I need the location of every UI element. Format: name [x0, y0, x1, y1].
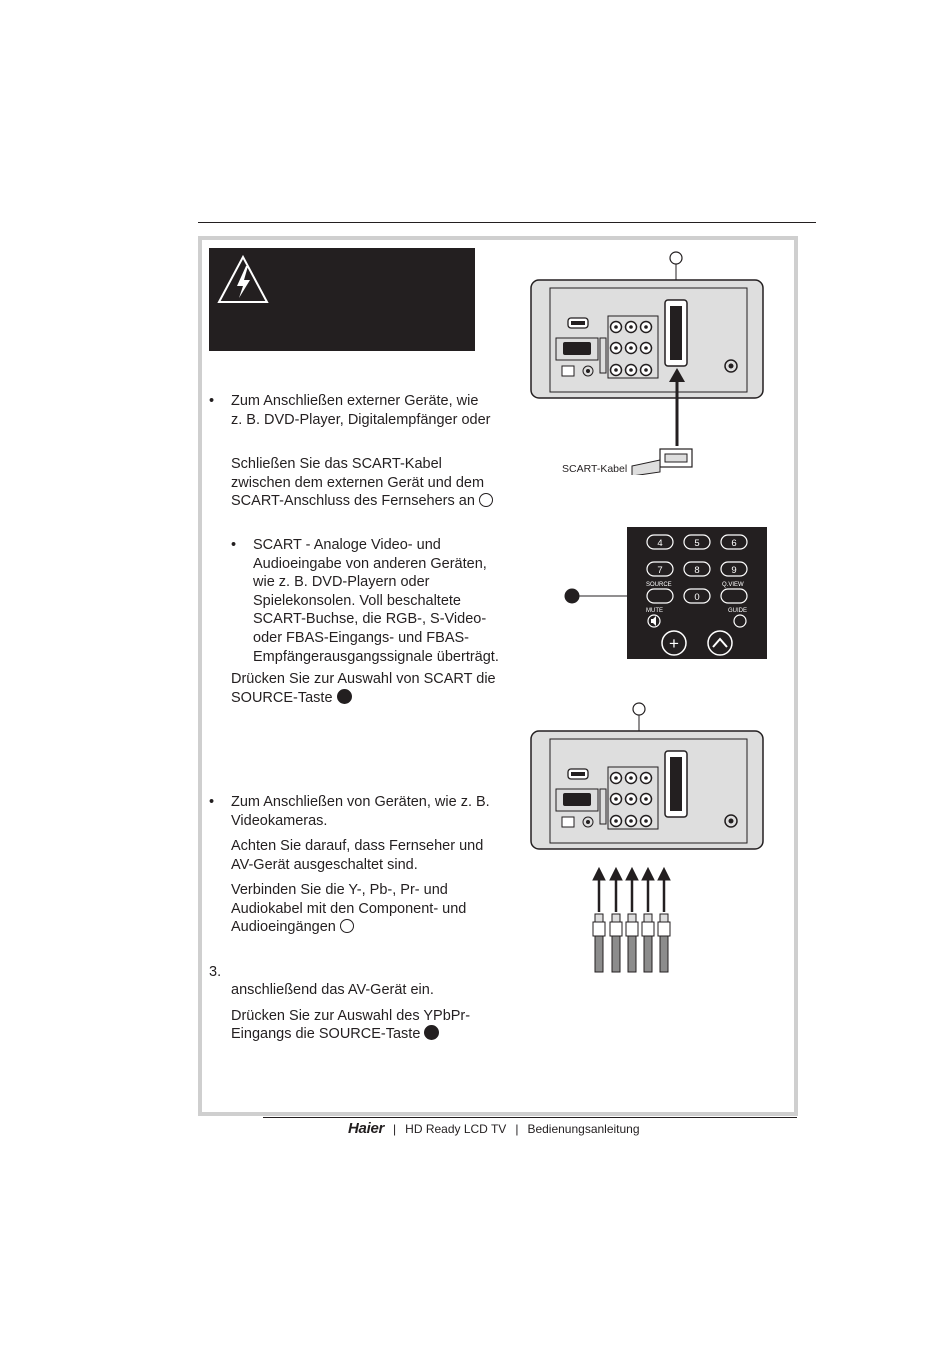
brand-logo: Haier: [348, 1120, 385, 1137]
comp-off-line1: Achten Sie darauf, dass Fernseher und: [231, 838, 484, 854]
comp-connect-line1: Verbinden Sie die Y-, Pb-, Pr- und: [231, 882, 448, 898]
comp-select-line1: Drücken Sie zur Auswahl des YPbPr-: [231, 1008, 471, 1024]
tv-rear-panel-component: [528, 700, 768, 855]
remote-control: [560, 525, 770, 661]
lightning-warning-icon: [217, 254, 269, 306]
callout-open-marker: [340, 919, 354, 933]
remote-key: 9: [731, 565, 737, 576]
scart-desc-line: Spielekonsolen. Voll beschaltete: [253, 592, 461, 609]
remote-key: 8: [694, 565, 700, 576]
scart-select-line1: Drücken Sie zur Auswahl von SCART die: [231, 671, 496, 687]
comp-connect-line3: Audioeingängen: [231, 918, 354, 937]
component-cables: [588, 864, 674, 974]
sub-bullet: •: [231, 537, 237, 553]
comp-connect-line2: Audiokabel mit den Component- und: [231, 901, 467, 917]
footer-product: HD Ready LCD TV: [405, 1122, 507, 1136]
comp-intro-line2: Videokameras.: [231, 813, 328, 829]
comp-off-line2: AV-Gerät ausgeschaltet sind.: [231, 857, 418, 873]
step-number: 3.: [209, 964, 222, 980]
scart-desc-line: SCART - Analoge Video- und: [253, 537, 441, 553]
scart-intro-line1: Zum Anschließen externer Geräte, wie: [231, 393, 479, 409]
scart-desc-line: wie z. B. DVD-Playern oder: [253, 574, 430, 591]
scart-intro-line2: z. B. DVD-Player, Digitalempfänger oder: [231, 412, 491, 428]
footer-separator: |: [515, 1122, 519, 1136]
tv-rear-panel-scart: [528, 250, 768, 475]
footer: [348, 1120, 640, 1137]
scart-desc-line: Audioeingabe von anderen Geräten,: [253, 555, 487, 572]
scart-desc-line: oder FBAS-Eingangs- und FBAS-: [253, 630, 469, 646]
scart-cable-caption: SCART-Kabel: [562, 463, 628, 475]
scart-connect-line1: Schließen Sie das SCART-Kabel: [231, 456, 442, 472]
footer-separator: |: [393, 1122, 397, 1136]
comp-intro-line1: Zum Anschließen von Geräten, wie z. B.: [231, 794, 490, 810]
scart-select-line2: SOURCE-Taste: [231, 689, 352, 708]
remote-key: 0: [694, 592, 700, 603]
remote-source-label: SOURCE: [646, 582, 672, 588]
remote-key: 4: [657, 538, 663, 549]
remote-key: 5: [694, 538, 700, 549]
comp-select-line2: Eingangs die SOURCE-Taste: [231, 1025, 439, 1044]
callout-open-marker: [479, 493, 493, 507]
scart-desc-line: SCART-Buchse, die RGB-, S-Video-: [253, 611, 487, 628]
callout-filled-marker: [424, 1025, 439, 1040]
warning-box: [209, 248, 475, 351]
remote-plus-symbol: +: [669, 634, 679, 653]
remote-key: 7: [657, 565, 663, 576]
scart-connect-line3: SCART-Anschluss des Fernsehers an: [231, 492, 493, 511]
callout-filled-marker: [337, 689, 352, 704]
remote-qview-label: Q.VIEW: [722, 582, 744, 588]
footer-doc-title: Bedienungsanleitung: [527, 1122, 640, 1136]
remote-mute-label: MUTE: [646, 608, 663, 614]
footer-rule: [263, 1117, 797, 1118]
remote-guide-label: GUIDE: [728, 608, 748, 614]
bullet: •: [209, 794, 215, 810]
bullet: •: [209, 393, 215, 409]
scart-desc-line: Empfängerausgangssignale überträgt.: [253, 648, 499, 665]
top-rule: [198, 222, 816, 223]
scart-connect-line2: zwischen dem externen Gerät und dem: [231, 475, 485, 491]
comp-step-line2: anschließend das AV-Gerät ein.: [231, 982, 434, 998]
remote-key: 6: [731, 538, 737, 549]
